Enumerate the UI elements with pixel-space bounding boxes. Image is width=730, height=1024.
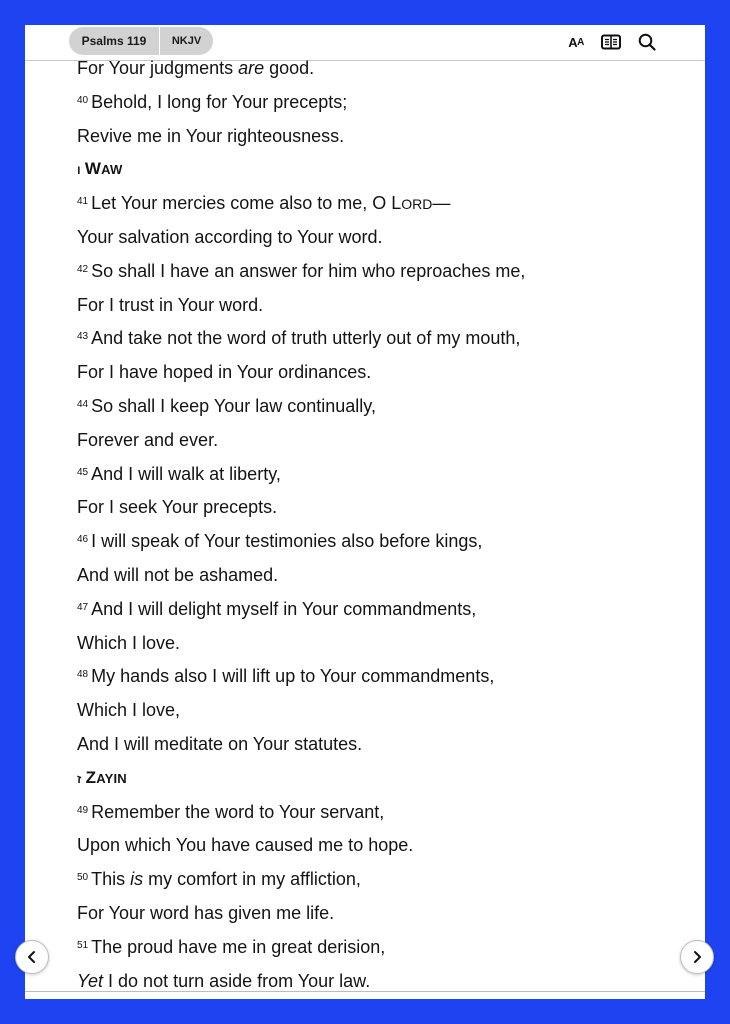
verse-text: And I will meditate on Your statutes.: [77, 734, 363, 754]
heading-initial: Z: [85, 767, 97, 787]
verse-continuation[interactable]: [77, 564, 278, 586]
verse-text: is: [130, 869, 144, 890]
version-button[interactable]: NKJV: [171, 35, 202, 47]
verse-number: 41: [77, 196, 89, 208]
verse-continuation[interactable]: [77, 125, 344, 147]
search-icon[interactable]: [636, 31, 658, 53]
section-heading: [77, 158, 122, 181]
hebrew-letter: ו: [77, 163, 81, 178]
verse-text: Upon which You have caused me to hope.: [77, 835, 414, 856]
heading-rest: AW: [101, 162, 123, 178]
previous-chapter-button[interactable]: [15, 940, 49, 974]
chevron-left-icon: [26, 950, 38, 964]
verse-continuation[interactable]: [77, 226, 383, 248]
text-size-large-glyph: A: [568, 34, 578, 50]
verse-text: So shall I keep Your law continually,: [91, 396, 376, 416]
verse-number: 51: [77, 939, 89, 951]
verse-text: And take not the word of truth utterly out of my mouth,: [91, 328, 521, 349]
verse-line[interactable]: [77, 463, 281, 489]
verse-continuation[interactable]: [77, 902, 334, 924]
next-chapter-button[interactable]: [680, 940, 714, 974]
verse-text: my comfort in my affliction,: [143, 869, 361, 890]
verse-text: This: [91, 869, 131, 890]
scripture-text: [25, 55, 705, 999]
verse-text: Behold, I long for Your precepts;: [91, 91, 348, 112]
verse-line[interactable]: [77, 598, 476, 624]
verse-text: The proud have me in great derision,: [91, 936, 386, 957]
verse-continuation[interactable]: [77, 361, 371, 383]
verse-number: 50: [77, 872, 89, 884]
verse-text: Let Your mercies come also to me, O L: [91, 193, 402, 214]
text-size-icon[interactable]: [565, 31, 587, 53]
verse-continuation[interactable]: [77, 496, 277, 518]
verse-continuation[interactable]: [77, 733, 362, 755]
verse-text: Remember the word to Your servant,: [91, 801, 385, 822]
verse-number: 42: [77, 263, 89, 275]
verse-text: Your salvation according to Your word.: [77, 227, 383, 247]
verse-continuation[interactable]: [77, 834, 413, 856]
verse-number: 40: [77, 94, 89, 106]
verse-line[interactable]: [77, 801, 384, 827]
verse-line[interactable]: [77, 395, 376, 421]
verse-text: And I will walk at liberty,: [91, 463, 281, 484]
verse-text: And I will delight myself in Your commandments,: [91, 598, 477, 619]
verse-text: My hands also I will lift up to Your commandments,: [91, 666, 495, 687]
verse-text: For I trust in Your word.: [77, 294, 264, 315]
verse-continuation[interactable]: [77, 970, 370, 992]
reader-view-icon[interactable]: [600, 31, 622, 53]
verse-text: Revive me in Your righteousness.: [77, 125, 345, 146]
verse-text: So shall I have an answer for him who reproaches me,: [91, 260, 526, 281]
verse-number: 47: [77, 601, 89, 613]
verse-text: For Your judgments: [77, 58, 239, 78]
verse-continuation[interactable]: [77, 294, 263, 316]
hebrew-letter: ז: [77, 771, 82, 786]
verse-line[interactable]: [77, 327, 520, 353]
verse-continuation[interactable]: [77, 429, 218, 451]
verse-text: are: [238, 58, 265, 78]
verse-line[interactable]: [77, 91, 347, 117]
verse-line[interactable]: [77, 868, 361, 894]
heading-rest: AYIN: [96, 770, 127, 786]
heading-initial: W: [84, 159, 102, 179]
verse-number: 48: [77, 669, 89, 681]
verse-line[interactable]: [77, 260, 525, 286]
verse-continuation[interactable]: [77, 699, 180, 721]
verse-text: I will speak of Your testimonies also before kings,: [91, 531, 483, 552]
verse-text: —: [432, 193, 451, 214]
verse-number: 49: [77, 804, 89, 816]
chevron-right-icon: [691, 950, 703, 964]
text-size-small-glyph: A: [577, 36, 584, 48]
verse-line[interactable]: [77, 530, 482, 556]
verse-text: good.: [264, 58, 315, 78]
verse-text: I do not turn aside from Your law.: [103, 970, 371, 991]
verse-text: ORD: [401, 196, 433, 213]
passage-selector[interactable]: [69, 27, 213, 55]
verse-text: Which I love,: [77, 700, 181, 721]
verse-text: Forever and ever.: [77, 429, 219, 450]
verse-line[interactable]: [77, 665, 494, 691]
verse-number: 46: [77, 534, 89, 546]
verse-line[interactable]: [77, 936, 385, 962]
verse-text: Yet: [77, 970, 104, 991]
verse-text: For I seek Your precepts.: [77, 497, 278, 518]
verse-number: 43: [77, 331, 89, 343]
section-heading: [77, 767, 127, 790]
verse-number: 44: [77, 399, 89, 410]
verse-continuation[interactable]: [77, 57, 314, 79]
verse-text: Which I love.: [77, 632, 181, 653]
verse-text: For I have hoped in Your ordinances.: [77, 362, 372, 383]
verse-number: 45: [77, 466, 89, 478]
reader-page: [25, 25, 705, 999]
verse-continuation[interactable]: [77, 632, 180, 654]
bottom-divider: [25, 991, 705, 992]
verse-line[interactable]: [77, 192, 450, 218]
verse-text: And will not be ashamed.: [77, 565, 279, 585]
book-chapter-button[interactable]: Psalms 119: [69, 27, 160, 55]
verse-text: For Your word has given me life.: [77, 903, 335, 923]
